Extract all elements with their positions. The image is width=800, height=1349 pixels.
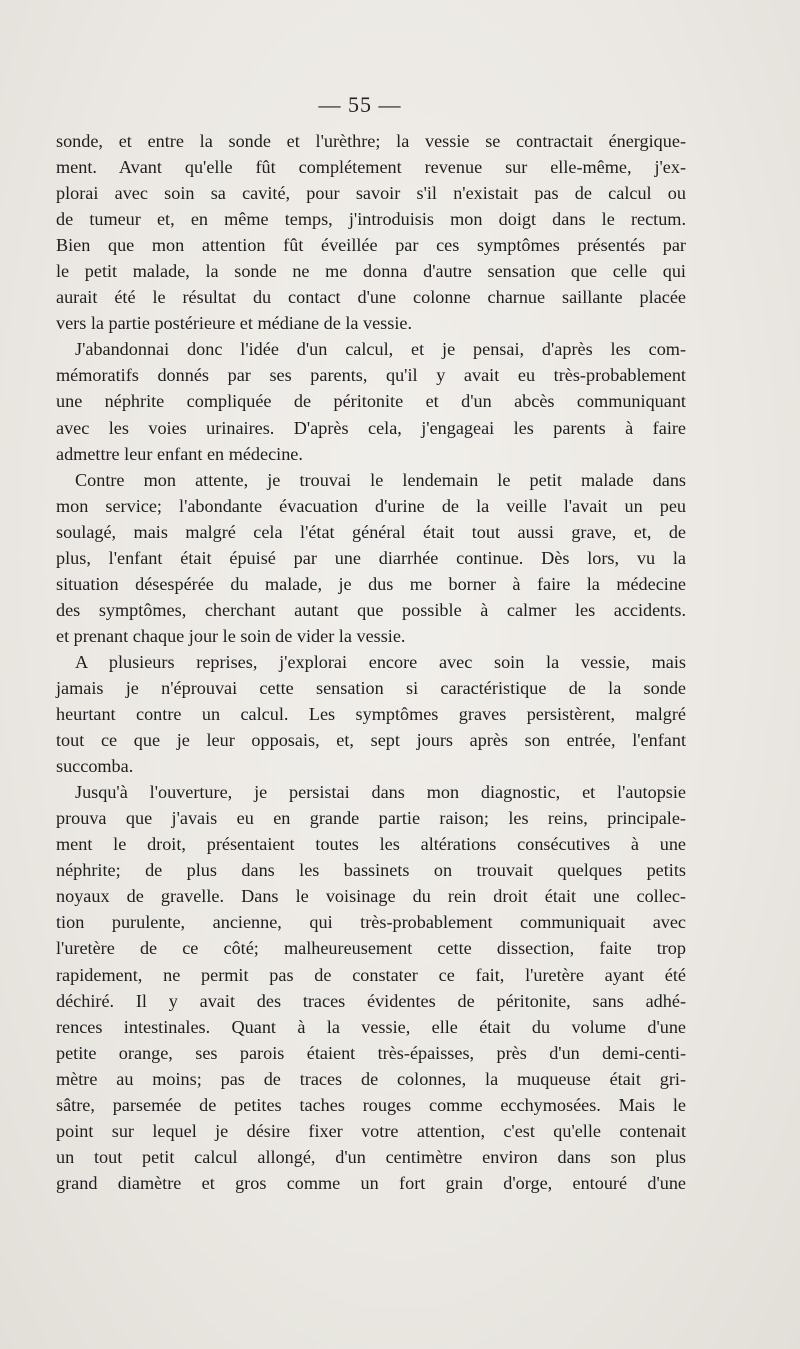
text-line: le petit malade, la sonde ne me donna d'autre sensation que celle qui: [56, 261, 686, 282]
text-line: A plusieurs reprises, j'explorai encore avec soin la vessie, mais: [75, 651, 686, 672]
text-line: admettre leur enfant en médecine.: [56, 443, 303, 464]
text-line: néphrite; de plus dans les bassinets on trouvait quelques petits: [56, 860, 686, 881]
text-line: mémoratifs donnés par ses parents, qu'il y avait eu très-probablement: [56, 365, 686, 386]
text-line: Bien que mon attention fût éveillée par ces symptômes présentés par: [56, 235, 686, 256]
text-line: tout ce que je leur opposais, et, sept jours après son entrée, l'enfant: [56, 730, 686, 751]
text-line: grand diamètre et gros comme un fort grain d'orge, entouré d'une: [56, 1172, 686, 1193]
text-line: sonde, et entre la sonde et l'urèthre; la vessie se contractait énergique-: [56, 131, 686, 151]
text-line: un tout petit calcul allongé, d'un centimètre environ dans son plus: [56, 1146, 686, 1167]
text-line: ment. Avant qu'elle fût complétement revenue sur elle-même, j'ex-: [56, 157, 686, 178]
text-line: tion purulente, ancienne, qui très-probablement communiquait avec: [56, 912, 686, 933]
text-line: mètre au moins; pas de traces de colonnes, la muqueuse était gri-: [56, 1068, 686, 1089]
text-line: Contre mon attente, je trouvai le lendemain le petit malade dans: [75, 469, 686, 490]
text-line: point sur lequel je désire fixer votre attention, c'est qu'elle contenait: [56, 1120, 686, 1141]
text-line: J'abandonnai donc l'idée d'un calcul, et je pensai, d'après les com-: [75, 339, 686, 360]
text-line: mon service; l'abondante évacuation d'urine de la veille l'avait un peu: [56, 495, 686, 516]
text-line: de tumeur et, en même temps, j'introduisis mon doigt dans le rectum.: [56, 209, 686, 230]
text-line: déchiré. Il y avait des traces évidentes de péritonite, sans adhé-: [56, 990, 686, 1011]
page-number: — 55 —: [318, 92, 402, 117]
text-line: vers la partie postérieure et médiane de la vessie.: [56, 313, 413, 334]
text-line: sâtre, parsemée de petites taches rouges comme ecchymosées. Mais le: [56, 1094, 686, 1115]
text-line: petite orange, ses parois étaient très-épaisses, près d'un demi-centi-: [56, 1042, 686, 1063]
text-line: ment le droit, présentaient toutes les altérations consécutives à une: [56, 834, 686, 855]
text-line: prouva que j'avais eu en grande partie raison; les reins, principale-: [56, 808, 686, 829]
text-line: heurtant contre un calcul. Les symptômes graves persistèrent, malgré: [56, 704, 686, 725]
text-line: aurait été le résultat du contact d'une colonne charnue saillante placée: [56, 287, 686, 308]
text-line: rences intestinales. Quant à la vessie, elle était du volume d'une: [56, 1016, 686, 1037]
text-line: avec les voies urinaires. D'après cela, j'engageai les parents à faire: [56, 417, 686, 438]
text-line: jamais je n'éprouvai cette sensation si caractéristique de la sonde: [56, 677, 686, 698]
text-line: l'uretère de ce côté; malheureusement cette dissection, faite trop: [56, 938, 686, 959]
text-line: plorai avec soin sa cavité, pour savoir s'il n'existait pas de calcul ou: [56, 183, 686, 204]
text-line: situation désespérée du malade, je dus me borner à faire la médecine: [56, 573, 686, 594]
text-line: plus, l'enfant était épuisé par une diarrhée continue. Dès lors, vu la: [56, 547, 686, 568]
text-line: succomba.: [56, 756, 134, 777]
text-line: noyaux de gravelle. Dans le voisinage du rein droit était une collec-: [56, 886, 686, 907]
text-line: rapidement, ne permit pas de constater ce fait, l'uretère ayant été: [56, 964, 686, 985]
text-line: Jusqu'à l'ouverture, je persistai dans mon diagnostic, et l'autopsie: [75, 782, 686, 803]
text-line: une néphrite compliquée de péritonite et d'un abcès communiquant: [56, 391, 686, 412]
text-line: et prenant chaque jour le soin de vider la vessie.: [56, 625, 406, 646]
text-line: soulagé, mais malgré cela l'état général était tout aussi grave, et, de: [56, 521, 686, 542]
text-line: des symptômes, cherchant autant que possible à calmer les accidents.: [56, 599, 686, 620]
body-text: [56, 128, 686, 1196]
